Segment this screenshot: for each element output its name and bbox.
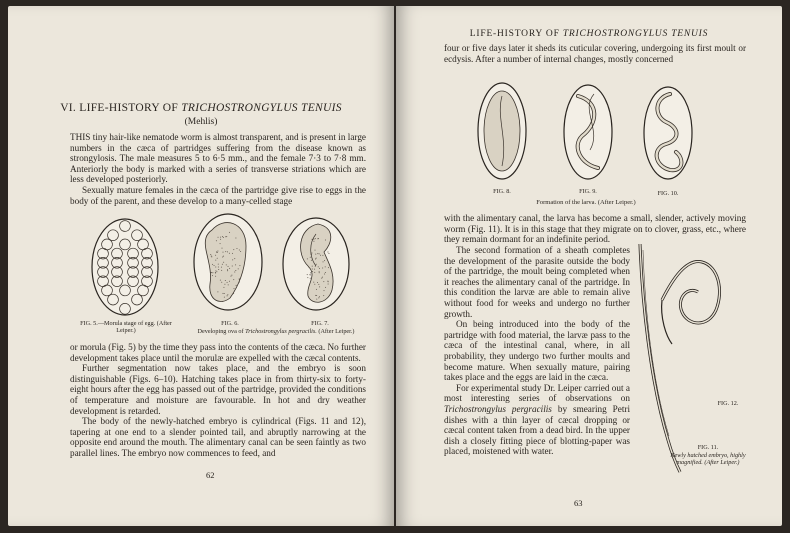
stipple-dot [220, 239, 221, 240]
stipple-dot [227, 269, 228, 270]
stipple-dot [225, 251, 226, 252]
stipple-dot [231, 275, 232, 276]
para5-b: by smearing Petri dishes with a thin layer of cæcal dropping or cæcal content taken from a dead bird. In the upper dish a closely fitting piece of blotting-paper was placed, moistened with water. [444, 403, 631, 457]
chapter-subheading: (Mehlis) [184, 117, 218, 127]
stipple-dot [220, 280, 221, 281]
running-head-prefix: LIFE-HISTORY OF [469, 29, 560, 39]
stipple-dot [325, 287, 326, 288]
fig11-caption: Newly hatched embryo, highly magnified. (After Leiper.) [670, 452, 746, 467]
paragraph: with the alimentary canal, the larva has become a small, slender, actively moving worm (Fig. 11). It is in this stage that they migrate on to clover, grass, etc., where they remain dormant for an indefinite period. [444, 213, 746, 245]
fig9-larva-illustration [560, 80, 616, 184]
fig6-7-caption-b: (After Leiper.) [318, 328, 355, 335]
stipple-dot [218, 264, 219, 265]
stipple-dot [327, 252, 328, 253]
stipple-dot [227, 270, 228, 271]
stipple-dot [235, 264, 236, 265]
stipple-dot [212, 272, 213, 273]
stipple-dot [314, 269, 315, 270]
stipple-dot [236, 248, 237, 249]
stipple-dot [323, 295, 324, 296]
left-text-bottom [70, 342, 366, 459]
stipple-dot [312, 239, 313, 240]
stipple-dot [235, 238, 236, 239]
stipple-dot [234, 288, 235, 289]
stipple-dot [313, 239, 314, 240]
chapter-heading-prefix: VI. LIFE-HISTORY OF [60, 102, 179, 114]
stipple-dot [318, 297, 319, 298]
stipple-dot [223, 252, 224, 253]
stipple-dot [212, 275, 213, 276]
stipple-dot [218, 237, 219, 238]
stipple-dot [328, 284, 329, 285]
stipple-dot [218, 269, 219, 270]
fig7-label: FIG. 7. [311, 320, 329, 327]
stipple-dot [324, 290, 325, 291]
stipple-dot [309, 267, 310, 268]
stipple-dot [316, 258, 317, 259]
stipple-dot [236, 285, 237, 286]
stipple-dot [311, 260, 312, 261]
chapter-heading-species: TRICHOSTRONGYLUS TENUIS [181, 102, 342, 114]
stipple-dot [220, 237, 221, 238]
stipple-dot [312, 271, 313, 272]
stipple-dot [235, 270, 236, 271]
stipple-dot [319, 286, 320, 287]
stipple-dot [227, 282, 228, 283]
fig5-caption: FIG. 5.—Morula stage of egg. (After Leiper.) [80, 320, 172, 335]
stipple-dot [217, 251, 218, 252]
stipple-dot [315, 238, 316, 239]
stipple-dot [328, 281, 329, 282]
stipple-dot [315, 295, 316, 296]
fig6-7-caption-a: Developing ova of [197, 328, 244, 335]
stipple-dot [215, 267, 216, 268]
right-text-top [444, 43, 746, 64]
stipple-dot [316, 264, 317, 265]
stipple-dot [217, 291, 218, 292]
stipple-dot [233, 293, 234, 294]
stipple-dot [228, 266, 229, 267]
paragraph: Further segmentation now takes place, and the embryo is soon distinguishable (Figs. 6–10). Hatching takes place in from thirty-six to forty-eight hours after the egg has passed out of the partridge, provided the conditions of temperature and moisture are favourable. In hot and dry weather development is retarded. [70, 363, 366, 416]
stipple-dot [224, 284, 225, 285]
chapter-heading [8, 102, 394, 114]
stipple-dot [321, 278, 322, 279]
stipple-dot [323, 261, 324, 262]
stipple-dot [216, 271, 217, 272]
stipple-dot [310, 272, 311, 273]
stipple-dot [226, 236, 227, 237]
stipple-dot [238, 268, 239, 269]
stipple-dot [315, 254, 316, 255]
stipple-dot [229, 253, 230, 254]
stipple-dot [317, 253, 318, 254]
fig12-label: FIG. 12. [717, 400, 739, 407]
stipple-dot [310, 269, 311, 270]
left-page [8, 6, 394, 526]
running-head [396, 29, 782, 39]
stipple-dot [217, 258, 218, 259]
stipple-dot [319, 271, 320, 272]
stipple-dot [221, 267, 222, 268]
stipple-dot [324, 260, 325, 261]
running-head-species: TRICHOSTRONGYLUS TENUIS [562, 29, 709, 39]
stipple-dot [211, 255, 212, 256]
stipple-dot [227, 295, 228, 296]
stipple-dot [212, 264, 213, 265]
stipple-dot [215, 260, 216, 261]
right-page [396, 6, 782, 526]
stipple-dot [232, 253, 233, 254]
stipple-dot [226, 264, 227, 265]
stipple-dot [319, 253, 320, 254]
fig8-10-caption: Formation of the larva. (After Leiper.) [536, 199, 636, 206]
fig6-7-caption-species: Trichostrongylus pergracilis. [245, 328, 317, 335]
stipple-dot [319, 268, 320, 269]
stipple-dot [239, 282, 240, 283]
stipple-dot [317, 238, 318, 239]
stipple-dot [318, 284, 319, 285]
stipple-dot [222, 256, 223, 257]
stipple-dot [328, 267, 329, 268]
stipple-dot [222, 236, 223, 237]
stipple-dot [225, 236, 226, 237]
stipple-dot [315, 266, 316, 267]
stipple-dot [325, 266, 326, 267]
stipple-dot [325, 240, 326, 241]
fig11-label: FIG. 11. [697, 444, 719, 451]
stipple-dot [215, 276, 216, 277]
stipple-dot [319, 272, 320, 273]
fig10-label: FIG. 10. [657, 190, 679, 197]
stipple-dot [232, 266, 233, 267]
stipple-dot [319, 296, 320, 297]
stipple-dot [310, 275, 311, 276]
stipple-dot [316, 289, 317, 290]
stipple-dot [325, 272, 326, 273]
stipple-dot [210, 254, 211, 255]
stipple-dot [307, 277, 308, 278]
stipple-dot [225, 280, 226, 281]
para5-species: Trichostrongylus pergracilis [444, 403, 552, 414]
stipple-dot [239, 250, 240, 251]
stipple-dot [310, 257, 311, 258]
stipple-dot [322, 255, 323, 256]
stipple-dot [229, 268, 230, 269]
stipple-dot [222, 248, 223, 249]
paragraph: Sexually mature females in the cæca of the partridge give rise to eggs in the body of the parent, and these develop to a many-celled stage [70, 184, 366, 206]
stipple-dot [318, 266, 319, 267]
fig9-label: FIG. 9. [579, 188, 597, 195]
paragraph: The second formation of a sheath completes the development of the parasite outside the body of the partridge, the moult being completed when it reaches the alimentary canal of the partridge. In this condition the larvæ are able to remain alive without food for weeks and undergo no further growth. [444, 245, 630, 319]
stipple-dot [323, 281, 324, 282]
stipple-dot [316, 299, 317, 300]
paragraph: On being introduced into the body of the partridge with food material, the larvæ pass to the cæca of the intestinal canal, where, in all probability, they undergo two further moults and become mature. When sexually mature, pairing takes place and the eggs are laid in the cæca. [444, 319, 630, 383]
stipple-dot [211, 256, 212, 257]
stipple-dot [240, 251, 241, 252]
stipple-dot [215, 255, 216, 256]
stipple-dot [227, 251, 228, 252]
right-text-column [444, 245, 630, 457]
stipple-dot [322, 268, 323, 269]
stipple-dot [239, 265, 240, 266]
fig8-larva-illustration [474, 78, 530, 184]
fig6-label: FIG. 6. [221, 320, 239, 327]
stipple-dot [307, 274, 308, 275]
fig7-embryo-illustration [278, 214, 354, 314]
stipple-dot [221, 270, 222, 271]
stipple-dot [312, 266, 313, 267]
stipple-dot [228, 284, 229, 285]
fig6-7-caption [176, 328, 376, 335]
stipple-dot [313, 282, 314, 283]
stipple-dot [210, 272, 211, 273]
stipple-dot [218, 267, 219, 268]
stipple-dot [234, 271, 235, 272]
stipple-dot [215, 273, 216, 274]
fig5-morula-illustration [88, 216, 162, 318]
stipple-dot [233, 279, 234, 280]
stipple-dot [216, 240, 217, 241]
page-number-left: 62 [206, 470, 215, 480]
stipple-dot [307, 258, 308, 259]
stipple-dot [222, 293, 223, 294]
paragraph: four or five days later it sheds its cuticular covering, undergoing its first moult or ecdysis. After a number of internal changes, mostly concerned [444, 43, 746, 64]
page-number-right: 63 [574, 498, 583, 508]
stipple-dot [313, 241, 314, 242]
stipple-dot [233, 249, 234, 250]
stipple-dot [224, 297, 225, 298]
paragraph [444, 383, 630, 457]
stipple-dot [223, 287, 224, 288]
stipple-dot [220, 243, 221, 244]
stipple-dot [312, 269, 313, 270]
stipple-dot [229, 281, 230, 282]
stipple-dot [223, 237, 224, 238]
stipple-dot [239, 278, 240, 279]
stipple-dot [310, 253, 311, 254]
stipple-dot [237, 286, 238, 287]
stipple-dot [215, 270, 216, 271]
stipple-dot [224, 293, 225, 294]
fig6-embryo-illustration [190, 210, 266, 314]
stipple-dot [315, 250, 316, 251]
stipple-dot [229, 232, 230, 233]
stipple-dot [322, 277, 323, 278]
stipple-dot [230, 276, 231, 277]
stipple-dot [314, 272, 315, 273]
stipple-dot [311, 253, 312, 254]
stipple-dot [316, 295, 317, 296]
stipple-dot [328, 253, 329, 254]
stipple-dot [221, 282, 222, 283]
fig8-label: FIG. 8. [493, 188, 511, 195]
paragraph: or morula (Fig. 5) by the time they pass into the contents of the cæca. No further development takes place until the morulæ are expelled with the cæcal contents. [70, 342, 366, 363]
stipple-dot [317, 282, 318, 283]
stipple-dot [232, 259, 233, 260]
stipple-dot [310, 278, 311, 279]
paragraph: The body of the newly-hatched embryo is cylindrical (Figs. 11 and 12), tapering at one end to a slender pointed tail, and abruptly narrowing at the opposite end around the mouth. The alimentary canal can be seen faintly as two parallel lines. The embryo now commences to feed, and [70, 416, 366, 458]
stipple-dot [216, 251, 217, 252]
paragraph: THIS tiny hair-like nematode worm is almost transparent, and is present in large numbers in the cæca of partridges suffering from the disease known as strongylosis. The male measures 5 to 6·5 mm., and the female 7·3 to 7·8 mm. Anteriorly the body is marked with a series of transverse striations which are less developed posteriorly. [70, 132, 366, 185]
stipple-dot [234, 258, 235, 259]
left-text-top [70, 132, 366, 206]
stipple-dot [320, 255, 321, 256]
stipple-dot [222, 264, 223, 265]
stipple-dot [315, 258, 316, 259]
fig10-larva-illustration [640, 82, 696, 184]
stipple-dot [223, 256, 224, 257]
stipple-dot [227, 294, 228, 295]
stipple-dot [214, 265, 215, 266]
stipple-dot [324, 273, 325, 274]
para5-a: For experimental study Dr. Leiper carried out a most interesting series of observations on [444, 382, 630, 404]
stipple-dot [223, 262, 224, 263]
stipple-dot [314, 284, 315, 285]
